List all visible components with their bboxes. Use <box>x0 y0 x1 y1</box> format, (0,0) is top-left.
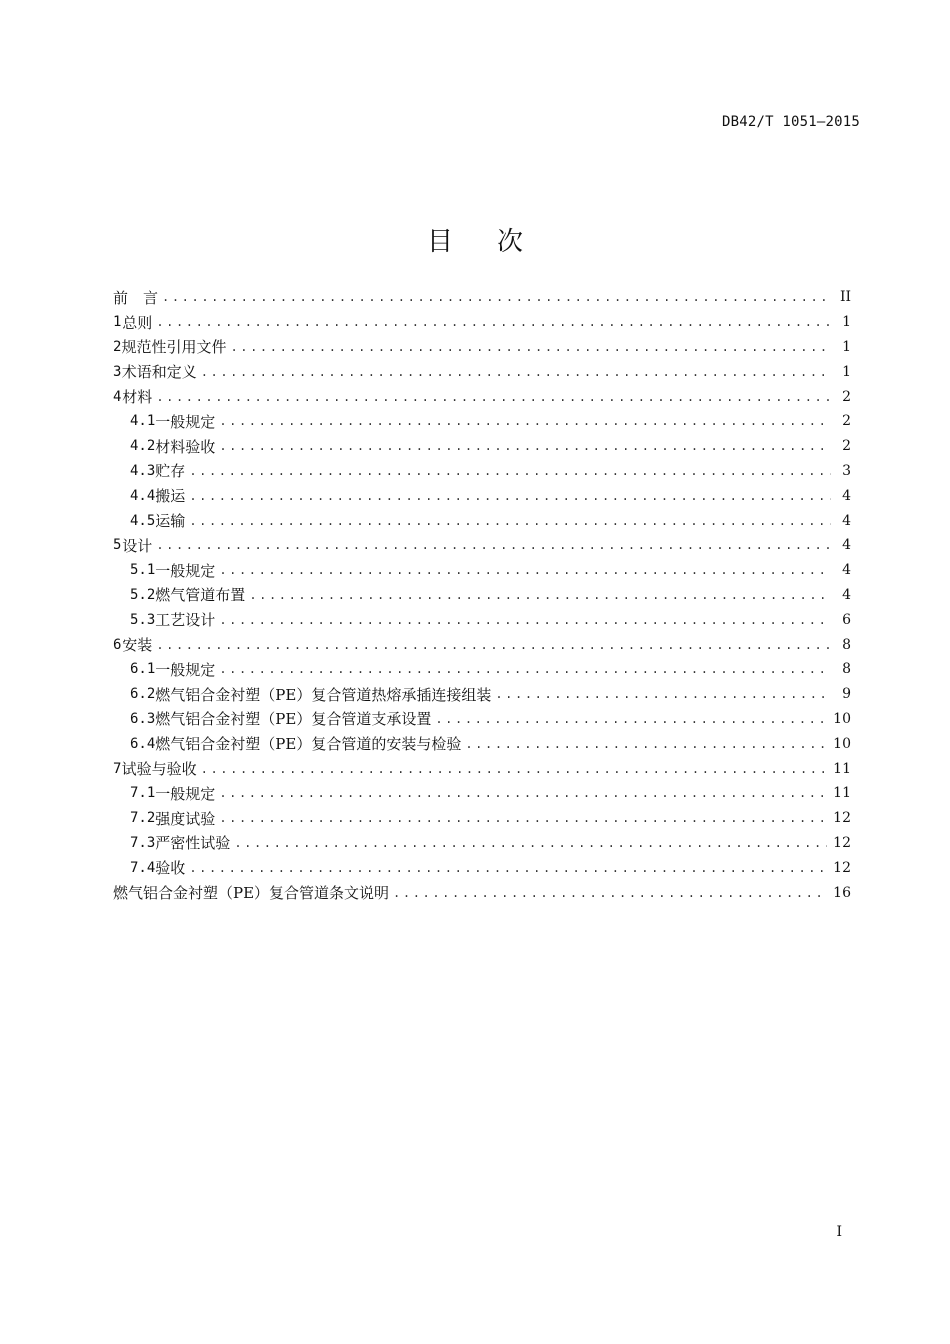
toc-entry-title: 验收 <box>155 859 186 878</box>
toc-entry-number: 7 <box>113 760 122 777</box>
toc-entry-title: 燃气铝合金衬塑（PE）复合管道支承设置 <box>155 710 432 729</box>
toc-entry-page: 12 <box>833 810 851 827</box>
toc-entry-number: 1 <box>113 314 122 331</box>
toc-entry-title: 工艺设计 <box>155 611 216 630</box>
toc-dot-leader <box>156 315 831 329</box>
toc-entry-number: 5.3 <box>130 611 156 628</box>
toc-entry-page: 4 <box>842 487 851 504</box>
toc-entry-page: 12 <box>833 859 851 876</box>
toc-entry-title: 规范性引用文件 <box>121 338 227 357</box>
toc-dot-leader <box>219 439 831 453</box>
toc-dot-leader <box>156 638 831 652</box>
toc-entry-page: 3 <box>842 462 851 479</box>
toc-entry-title: 试验与验收 <box>121 760 197 779</box>
toc-dot-leader <box>201 365 831 379</box>
toc-entry-number: 4.3 <box>130 462 156 479</box>
toc-entry-number: 7.4 <box>130 859 156 876</box>
toc-entry[interactable] <box>113 409 851 434</box>
toc-entry-number: 7.1 <box>130 785 156 802</box>
toc-entry-page: 1 <box>842 314 851 331</box>
toc-entry-page: 16 <box>833 884 851 901</box>
toc-dot-leader <box>230 340 831 354</box>
toc-dot-leader <box>189 514 831 528</box>
toc-dot-leader <box>465 737 827 751</box>
toc-entry-title: 燃气铝合金衬塑（PE）复合管道的安装与检验 <box>155 735 462 754</box>
table-of-contents <box>113 285 851 905</box>
toc-dot-leader <box>219 563 831 577</box>
toc-entry-title: 搬运 <box>155 487 186 506</box>
toc-entry-title: 安装 <box>122 636 153 655</box>
toc-entry-page: 11 <box>833 760 851 777</box>
toc-dot-leader <box>156 390 831 404</box>
toc-entry-number: 6.1 <box>130 661 156 678</box>
toc-entry[interactable] <box>113 607 851 632</box>
toc-entry[interactable] <box>113 310 851 335</box>
toc-entry-number: 4 <box>113 388 122 405</box>
toc-entry-title: 严密性试验 <box>155 834 231 853</box>
toc-dot-leader <box>201 762 828 776</box>
toc-entry-title: 材料验收 <box>155 437 216 456</box>
page-title <box>0 221 950 258</box>
toc-entry-page: 4 <box>842 562 851 579</box>
toc-dot-leader <box>189 489 831 503</box>
toc-entry[interactable] <box>113 359 851 384</box>
toc-entry-number: 4.1 <box>130 413 156 430</box>
toc-dot-leader <box>189 861 827 875</box>
toc-entry-number: 4.5 <box>130 512 156 529</box>
toc-entry-title: 贮存 <box>155 462 186 481</box>
page-title-text: 目次 <box>426 227 567 258</box>
toc-entry[interactable] <box>113 384 851 409</box>
toc-entry-title: 一般规定 <box>155 784 216 803</box>
page-number: I <box>836 1224 842 1240</box>
toc-entry[interactable] <box>113 459 851 484</box>
toc-entry[interactable] <box>113 632 851 657</box>
toc-dot-leader <box>219 662 831 676</box>
toc-entry[interactable] <box>113 558 851 583</box>
toc-entry[interactable] <box>113 285 851 310</box>
toc-entry-title: 一般规定 <box>155 660 216 679</box>
toc-entry-number: 2 <box>113 338 122 355</box>
toc-entry-page: 1 <box>842 363 851 380</box>
toc-entry-title: 一般规定 <box>155 561 216 580</box>
toc-entry-page: 8 <box>842 661 851 678</box>
toc-dot-leader <box>234 836 827 850</box>
toc-entry-page: 11 <box>833 785 851 802</box>
toc-entry[interactable] <box>113 508 851 533</box>
toc-entry-title: 燃气管道布置 <box>155 586 246 605</box>
toc-entry[interactable] <box>113 583 851 608</box>
toc-entry-number: 6.4 <box>130 735 156 752</box>
toc-entry-page: 1 <box>842 338 851 355</box>
document-code: DB42/T 1051—2015 <box>721 114 860 130</box>
toc-dot-leader <box>435 712 827 726</box>
toc-entry[interactable] <box>113 682 851 707</box>
toc-entry-title: 燃气铝合金衬塑（PE）复合管道条文说明 <box>113 884 390 903</box>
toc-dot-leader <box>393 886 827 900</box>
toc-entry[interactable] <box>113 731 851 756</box>
toc-entry-number: 4.4 <box>130 487 156 504</box>
toc-entry-title: 运输 <box>155 512 186 531</box>
toc-entry-number: 6 <box>113 636 122 653</box>
toc-dot-leader <box>219 811 827 825</box>
toc-entry-page: 4 <box>842 512 851 529</box>
toc-entry-page: 2 <box>842 388 851 405</box>
toc-entry[interactable] <box>113 335 851 360</box>
toc-entry-number: 7.2 <box>130 810 156 827</box>
toc-entry-number: 4.2 <box>130 438 156 455</box>
toc-entry-title: 总则 <box>122 313 153 332</box>
toc-dot-leader <box>249 588 831 602</box>
toc-entry-page: 2 <box>842 438 851 455</box>
toc-entry-title: 燃气铝合金衬塑（PE）复合管道热熔承插连接组装 <box>155 685 492 704</box>
toc-entry[interactable] <box>113 781 851 806</box>
toc-entry-page: II <box>839 289 851 306</box>
toc-entry[interactable] <box>113 533 851 558</box>
toc-entry[interactable] <box>113 831 851 856</box>
toc-entry-page: 4 <box>842 586 851 603</box>
toc-entry-page: 6 <box>842 611 851 628</box>
toc-entry[interactable] <box>113 756 851 781</box>
toc-entry-page: 8 <box>842 636 851 653</box>
toc-entry-page: 10 <box>833 735 851 752</box>
toc-entry-page: 4 <box>842 537 851 554</box>
toc-dot-leader <box>219 414 831 428</box>
toc-dot-leader <box>219 786 827 800</box>
toc-entry-number: 6.2 <box>130 686 156 703</box>
toc-entry-title: 材料 <box>122 388 153 407</box>
toc-dot-leader <box>156 538 831 552</box>
toc-entry-title: 术语和定义 <box>121 363 197 382</box>
toc-dot-leader <box>495 687 831 701</box>
toc-dot-leader <box>189 464 831 478</box>
toc-entry[interactable] <box>113 707 851 732</box>
toc-entry[interactable] <box>113 483 851 508</box>
toc-entry[interactable] <box>113 434 851 459</box>
toc-entry[interactable] <box>113 855 851 880</box>
toc-entry-title: 一般规定 <box>155 412 216 431</box>
toc-entry-title: 设计 <box>122 536 153 555</box>
toc-entry-page: 9 <box>842 686 851 703</box>
toc-dot-leader <box>219 613 831 627</box>
toc-entry-number: 5 <box>113 537 122 554</box>
toc-entry-page: 12 <box>833 834 851 851</box>
toc-entry-page: 10 <box>833 710 851 727</box>
toc-entry-title: 前 言 <box>113 288 159 307</box>
toc-entry-number: 6.3 <box>130 710 156 727</box>
toc-entry-title: 强度试验 <box>155 809 216 828</box>
toc-entry[interactable] <box>113 806 851 831</box>
toc-entry-page: 2 <box>842 413 851 430</box>
toc-entry[interactable] <box>113 657 851 682</box>
toc-dot-leader <box>162 290 831 304</box>
toc-entry-number: 3 <box>113 363 122 380</box>
toc-entry-number: 7.3 <box>130 834 156 851</box>
toc-entry[interactable] <box>113 880 851 905</box>
toc-entry-number: 5.2 <box>130 586 156 603</box>
toc-entry-number: 5.1 <box>130 562 156 579</box>
